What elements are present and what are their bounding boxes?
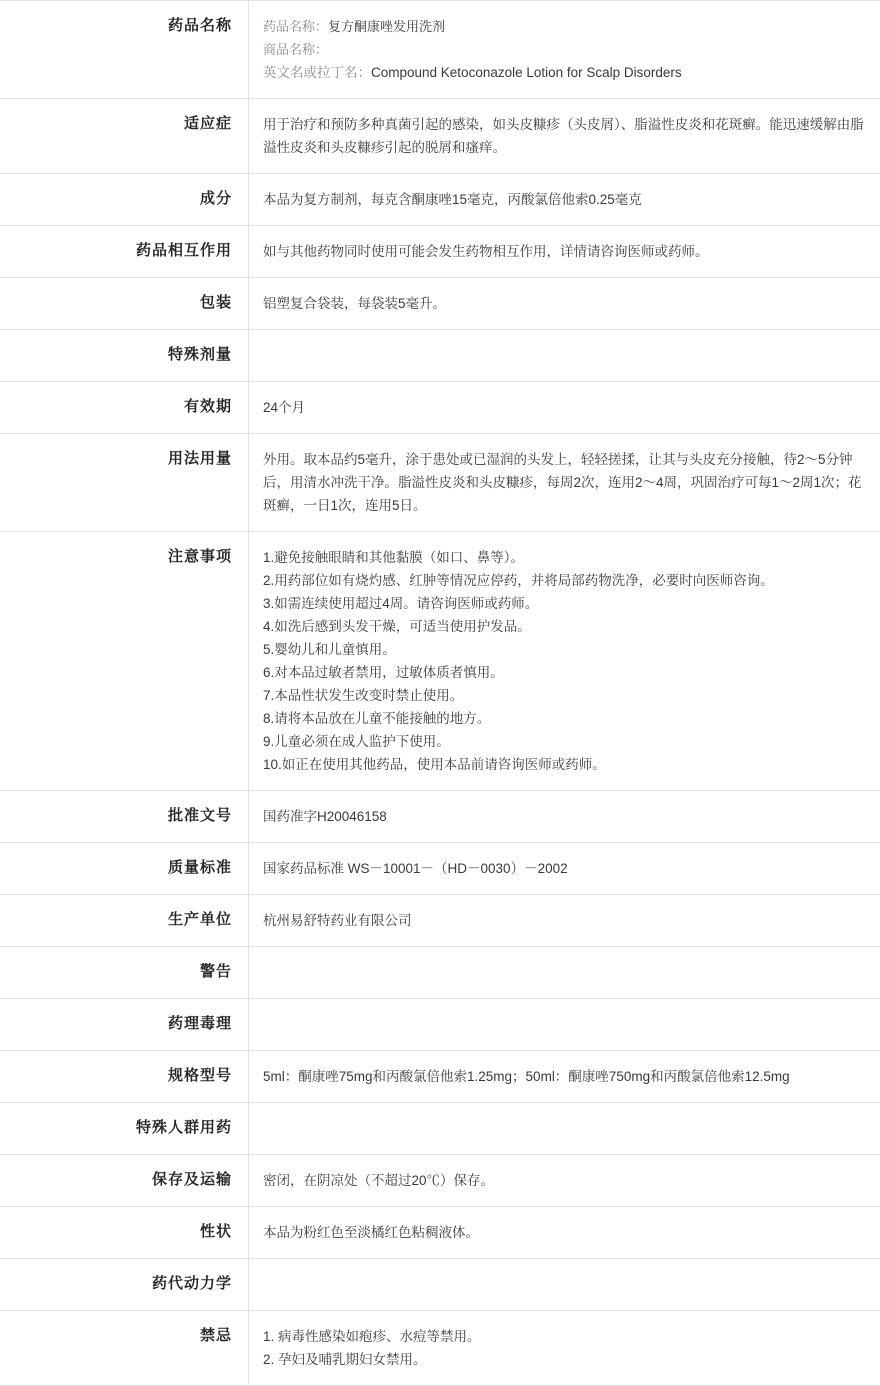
row-label-appearance: 性状	[0, 1207, 249, 1259]
table-row	[0, 843, 880, 895]
row-value-specification-model: 5ml：酮康唑75mg和丙酸氯倍他索1.25mg；50ml：酮康唑750mg和丙酸氯倍他索12.5mg	[249, 1051, 880, 1103]
table-row	[0, 174, 880, 226]
table-row	[0, 1, 880, 99]
row-value-drug-interactions: 如与其他药物同时使用可能会发生药物相互作用，详情请咨询医师或药师。	[249, 226, 880, 278]
list-item: 6.对本品过敏者禁用，过敏体质者慎用。	[263, 661, 866, 684]
row-label-specification-model: 规格型号	[0, 1051, 249, 1103]
table-row	[0, 1103, 880, 1155]
row-label-special-dosage: 特殊剂量	[0, 330, 249, 382]
row-label-approval-number: 批准文号	[0, 791, 249, 843]
english-name-line: 英文名或拉丁名：Compound Ketoconazole Lotion for Scalp Disorders	[263, 61, 866, 84]
row-value-pharmacology-toxicology	[249, 999, 880, 1051]
table-row	[0, 1051, 880, 1103]
table-row	[0, 330, 880, 382]
row-label-pharmacokinetics: 药代动力学	[0, 1259, 249, 1311]
row-label-indications: 适应症	[0, 99, 249, 174]
table-row	[0, 1259, 880, 1311]
row-value-appearance: 本品为粉红色至淡橘红色粘稠液体。	[249, 1207, 880, 1259]
trade-name-line: 商品名称：	[263, 38, 866, 61]
row-label-special-populations: 特殊人群用药	[0, 1103, 249, 1155]
list-item: 7.本品性状发生改变时禁止使用。	[263, 684, 866, 707]
row-value-special-populations	[249, 1103, 880, 1155]
row-label-contraindications: 禁忌	[0, 1311, 249, 1386]
row-value-storage-transport: 密闭，在阴凉处（不超过20℃）保存。	[249, 1155, 880, 1207]
list-item: 3.如需连续使用超过4周。请咨询医师或药师。	[263, 592, 866, 615]
row-label-drug-name: 药品名称	[0, 1, 249, 99]
table-row	[0, 947, 880, 999]
row-value-ingredients: 本品为复方制剂，每克含酮康唑15毫克，丙酸氯倍他索0.25毫克	[249, 174, 880, 226]
row-value-special-dosage	[249, 330, 880, 382]
table-row	[0, 1311, 880, 1386]
table-row	[0, 532, 880, 791]
list-item: 5.婴幼儿和儿童慎用。	[263, 638, 866, 661]
row-value-packaging: 铝塑复合袋装，每袋装5毫升。	[249, 278, 880, 330]
list-item: 4.如洗后感到头发干燥，可适当使用护发品。	[263, 615, 866, 638]
table-row	[0, 999, 880, 1051]
list-item: 10.如正在使用其他药品，使用本品前请咨询医师或药师。	[263, 753, 866, 776]
row-value-warning	[249, 947, 880, 999]
list-item: 8.请将本品放在儿童不能接触的地方。	[263, 707, 866, 730]
row-label-quality-standard: 质量标准	[0, 843, 249, 895]
row-value-dosage-administration: 外用。取本品约5毫升，涂于患处或已湿润的头发上，轻轻搓揉，让其与头皮充分接触，待2～5分钟后，用清水冲洗干净。脂溢性皮炎和头皮糠疹，每周2次，连用2～4周，巩固治疗可每1～2周1次；花斑癣，一日1次，连用5日。	[249, 434, 880, 532]
table-row	[0, 434, 880, 532]
row-value-indications: 用于治疗和预防多种真菌引起的感染，如头皮糠疹（头皮屑）、脂溢性皮炎和花斑癣。能迅速缓解由脂溢性皮炎和头皮糠疹引起的脱屑和瘙痒。	[249, 99, 880, 174]
row-value-quality-standard: 国家药品标准 WS－10001－（HD－0030）－2002	[249, 843, 880, 895]
row-label-storage-transport: 保存及运输	[0, 1155, 249, 1207]
row-value-manufacturer: 杭州易舒特药业有限公司	[249, 895, 880, 947]
row-value-shelf-life: 24个月	[249, 382, 880, 434]
table-row	[0, 1207, 880, 1259]
list-item: 9.儿童必须在成人监护下使用。	[263, 730, 866, 753]
table-row	[0, 278, 880, 330]
row-value-precautions	[249, 532, 880, 791]
table-row	[0, 382, 880, 434]
list-item: 1. 病毒性感染如疱疹、水痘等禁用。	[263, 1325, 866, 1348]
drug-information-table-body	[0, 1, 880, 1386]
table-row	[0, 226, 880, 278]
row-value-contraindications	[249, 1311, 880, 1386]
row-value-pharmacokinetics	[249, 1259, 880, 1311]
list-item: 1.避免接触眼睛和其他黏膜（如口、鼻等）。	[263, 546, 866, 569]
row-value-drug-name	[249, 1, 880, 99]
list-item: 2. 孕妇及哺乳期妇女禁用。	[263, 1348, 866, 1371]
row-label-drug-interactions: 药品相互作用	[0, 226, 249, 278]
table-row	[0, 1155, 880, 1207]
table-row	[0, 99, 880, 174]
row-label-pharmacology-toxicology: 药理毒理	[0, 999, 249, 1051]
row-value-approval-number: 国药准字H20046158	[249, 791, 880, 843]
row-label-packaging: 包装	[0, 278, 249, 330]
row-label-dosage-administration: 用法用量	[0, 434, 249, 532]
drug-name-line: 药品名称：复方酮康唑发用洗剂	[263, 15, 866, 38]
row-label-warning: 警告	[0, 947, 249, 999]
table-row	[0, 895, 880, 947]
list-item: 2.用药部位如有烧灼感、红肿等情况应停药，并将局部药物洗净，必要时向医师咨询。	[263, 569, 866, 592]
row-label-manufacturer: 生产单位	[0, 895, 249, 947]
row-label-precautions: 注意事项	[0, 532, 249, 791]
row-label-ingredients: 成分	[0, 174, 249, 226]
table-row	[0, 791, 880, 843]
row-label-shelf-life: 有效期	[0, 382, 249, 434]
